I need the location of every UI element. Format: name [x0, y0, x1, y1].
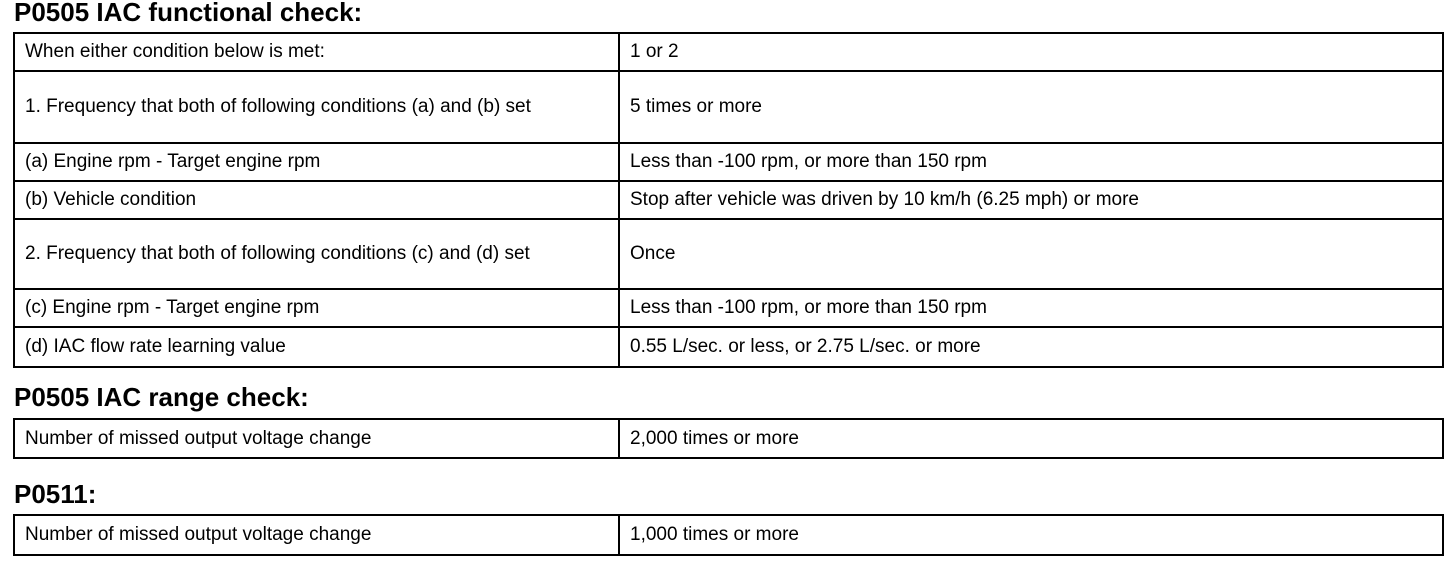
condition-cell: Number of missed output voltage change — [14, 515, 619, 555]
value-cell: 0.55 L/sec. or less, or 2.75 L/sec. or more — [619, 327, 1443, 367]
value-cell: Less than -100 rpm, or more than 150 rpm — [619, 289, 1443, 327]
iac-range-check-table — [13, 418, 1444, 459]
table-row — [14, 419, 1443, 458]
value-cell: Stop after vehicle was driven by 10 km/h (6.25 mph) or more — [619, 181, 1443, 219]
value-cell: 1,000 times or more — [619, 515, 1443, 555]
p0511-table — [13, 514, 1444, 556]
section-title-iac-range-check: P0505 IAC range check: — [14, 382, 309, 412]
value-cell: 5 times or more — [619, 71, 1443, 143]
iac-functional-check-table — [13, 32, 1444, 368]
table-row — [14, 327, 1443, 367]
condition-cell: Number of missed output voltage change — [14, 419, 619, 458]
table-row — [14, 143, 1443, 181]
table-row — [14, 515, 1443, 555]
condition-cell: When either condition below is met: — [14, 33, 619, 71]
condition-cell: (d) IAC flow rate learning value — [14, 327, 619, 367]
table-row — [14, 289, 1443, 327]
table-row — [14, 71, 1443, 143]
section-title-p0511: P0511: — [14, 479, 97, 509]
table-row — [14, 181, 1443, 219]
condition-cell: (c) Engine rpm - Target engine rpm — [14, 289, 619, 327]
condition-cell: 1. Frequency that both of following conditions (a) and (b) set — [14, 71, 619, 143]
value-cell: 2,000 times or more — [619, 419, 1443, 458]
table-row — [14, 219, 1443, 289]
condition-cell: (b) Vehicle condition — [14, 181, 619, 219]
value-cell: 1 or 2 — [619, 33, 1443, 71]
value-cell: Once — [619, 219, 1443, 289]
condition-cell: 2. Frequency that both of following conditions (c) and (d) set — [14, 219, 619, 289]
table-row — [14, 33, 1443, 71]
value-cell: Less than -100 rpm, or more than 150 rpm — [619, 143, 1443, 181]
condition-cell: (a) Engine rpm - Target engine rpm — [14, 143, 619, 181]
section-title-iac-functional-check: P0505 IAC functional check: — [14, 0, 363, 27]
